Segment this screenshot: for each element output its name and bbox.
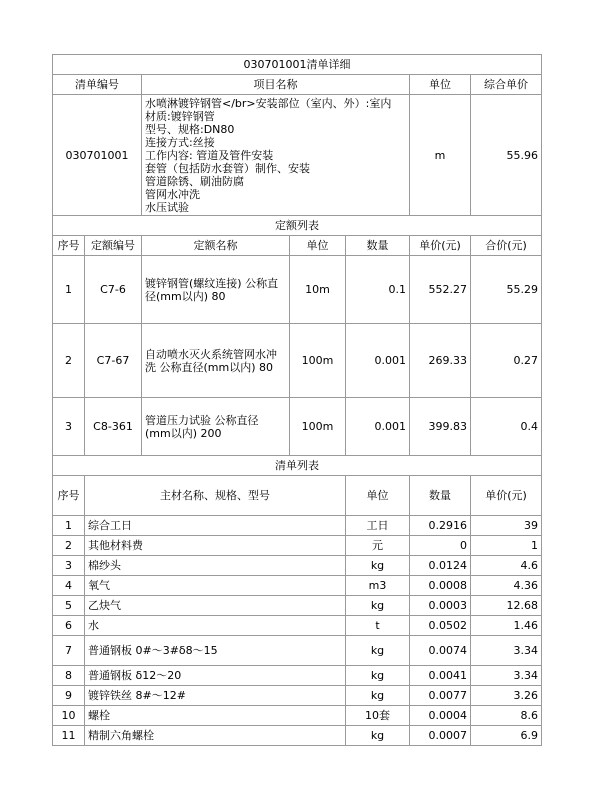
material-price: 3.26 — [471, 686, 542, 706]
material-name: 乙炔气 — [85, 596, 346, 616]
material-price-header: 单价(元) — [471, 476, 542, 516]
material-unit: 工日 — [346, 516, 410, 536]
quota-total: 0.27 — [471, 324, 542, 398]
bill-price: 55.96 — [471, 95, 542, 216]
sheet-title: 030701001清单详细 — [53, 55, 542, 75]
description-line: 水压试验 — [145, 200, 189, 214]
quota-name-line: 径(mm以内) 80 — [145, 289, 226, 303]
bill-header-row — [53, 75, 542, 95]
material-no-header: 序号 — [53, 476, 85, 516]
material-price: 3.34 — [471, 636, 542, 666]
material-name: 其他材料费 — [85, 536, 346, 556]
quota-unit: 10m — [290, 256, 346, 324]
material-unit-header: 单位 — [346, 476, 410, 516]
material-price: 8.6 — [471, 706, 542, 726]
material-no: 8 — [53, 666, 85, 686]
material-row — [53, 576, 542, 596]
material-qty: 0.0077 — [410, 686, 471, 706]
material-no: 9 — [53, 686, 85, 706]
material-row — [53, 686, 542, 706]
material-row — [53, 726, 542, 746]
material-qty: 0.0124 — [410, 556, 471, 576]
bill-unit: m — [410, 95, 471, 216]
material-unit: 10套 — [346, 706, 410, 726]
description-line: 水喷淋镀锌钢管</br>安装部位（室内、外）:室内 — [145, 96, 392, 110]
description-line: 连接方式:丝接 — [145, 135, 215, 149]
description-line: 工作内容: 管道及管件安装 — [145, 148, 274, 162]
material-no: 2 — [53, 536, 85, 556]
material-qty: 0.0041 — [410, 666, 471, 686]
quota-name-line: 洗 公称直径(mm以内) 80 — [145, 360, 274, 374]
material-qty: 0.2916 — [410, 516, 471, 536]
quota-no: 2 — [53, 324, 85, 398]
material-name: 综合工日 — [85, 516, 346, 536]
material-row — [53, 536, 542, 556]
description-line: 管网水冲洗 — [145, 187, 200, 201]
material-name: 水 — [85, 616, 346, 636]
material-row — [53, 596, 542, 616]
material-unit: m3 — [346, 576, 410, 596]
material-qty: 0.0074 — [410, 636, 471, 666]
material-name: 氧气 — [85, 576, 346, 596]
material-no: 1 — [53, 516, 85, 536]
quota-section-title: 定额列表 — [53, 216, 542, 236]
material-qty: 0.0502 — [410, 616, 471, 636]
material-price: 4.6 — [471, 556, 542, 576]
material-price: 1.46 — [471, 616, 542, 636]
quota-price: 552.27 — [410, 256, 471, 324]
material-unit: kg — [346, 666, 410, 686]
material-price: 6.9 — [471, 726, 542, 746]
quota-price-header: 单价(元) — [410, 236, 471, 256]
material-no: 11 — [53, 726, 85, 746]
description-line: 管道除锈、刷油防腐 — [145, 174, 244, 188]
material-unit: t — [346, 616, 410, 636]
quota-row — [53, 324, 542, 398]
material-unit: kg — [346, 596, 410, 616]
bill-row — [53, 95, 542, 216]
bill-detail-table — [52, 54, 542, 746]
material-row — [53, 706, 542, 726]
quota-code: C7-67 — [85, 324, 142, 398]
quota-no: 3 — [53, 398, 85, 456]
quota-price: 399.83 — [410, 398, 471, 456]
quota-qty-header: 数量 — [346, 236, 410, 256]
description-line: 型号、规格:DN80 — [145, 122, 235, 136]
material-unit: kg — [346, 636, 410, 666]
quota-price: 269.33 — [410, 324, 471, 398]
material-unit: kg — [346, 686, 410, 706]
bill-detail-sheet — [52, 54, 541, 742]
description-line: 材质:镀锌钢管 — [145, 109, 215, 123]
quota-qty: 0.001 — [346, 324, 410, 398]
bill-description — [142, 95, 410, 216]
quota-total: 55.29 — [471, 256, 542, 324]
material-unit: kg — [346, 556, 410, 576]
material-no: 7 — [53, 636, 85, 666]
material-name: 精制六角螺栓 — [85, 726, 346, 746]
material-name-header: 主材名称、规格、型号 — [85, 476, 346, 516]
quota-total: 0.4 — [471, 398, 542, 456]
material-qty: 0.0008 — [410, 576, 471, 596]
material-no: 5 — [53, 596, 85, 616]
material-row — [53, 666, 542, 686]
quota-no: 1 — [53, 256, 85, 324]
quota-header-row — [53, 236, 542, 256]
quota-name-line: 镀锌钢管(螺纹连接) 公称直 — [145, 276, 279, 290]
bill-unit-header: 单位 — [410, 75, 471, 95]
quota-unit: 100m — [290, 324, 346, 398]
quota-total-header: 合价(元) — [471, 236, 542, 256]
material-no: 10 — [53, 706, 85, 726]
material-row — [53, 616, 542, 636]
material-section-title: 清单列表 — [53, 456, 542, 476]
material-row — [53, 636, 542, 666]
quota-name-header: 定额名称 — [142, 236, 290, 256]
quota-name-line: (mm以内) 200 — [145, 426, 222, 440]
material-name: 普通钢板 δ12～20 — [85, 666, 346, 686]
material-name: 螺栓 — [85, 706, 346, 726]
material-price: 3.34 — [471, 666, 542, 686]
material-qty: 0.0003 — [410, 596, 471, 616]
quota-code: C8-361 — [85, 398, 142, 456]
material-name: 镀锌铁丝 8#～12# — [85, 686, 346, 706]
quota-name-line: 管道压力试验 公称直径 — [145, 413, 259, 427]
quota-name — [142, 398, 290, 456]
quota-row — [53, 398, 542, 456]
quota-name — [142, 324, 290, 398]
material-row — [53, 556, 542, 576]
quota-qty: 0.1 — [346, 256, 410, 324]
quota-code: C7-6 — [85, 256, 142, 324]
bill-name-header: 项目名称 — [142, 75, 410, 95]
material-price: 39 — [471, 516, 542, 536]
material-qty: 0.0007 — [410, 726, 471, 746]
material-qty: 0.0004 — [410, 706, 471, 726]
material-price: 1 — [471, 536, 542, 556]
bill-code: 030701001 — [53, 95, 142, 216]
bill-price-header: 综合单价 — [471, 75, 542, 95]
bill-code-header: 清单编号 — [53, 75, 142, 95]
material-no: 6 — [53, 616, 85, 636]
material-unit: kg — [346, 726, 410, 746]
material-qty-header: 数量 — [410, 476, 471, 516]
material-unit: 元 — [346, 536, 410, 556]
material-name: 棉纱头 — [85, 556, 346, 576]
quota-no-header: 序号 — [53, 236, 85, 256]
quota-qty: 0.001 — [346, 398, 410, 456]
quota-code-header: 定额编号 — [85, 236, 142, 256]
material-no: 3 — [53, 556, 85, 576]
quota-name-line: 自动喷水灭火系统管网水冲 — [145, 347, 277, 361]
material-name: 普通钢板 0#～3#δ8～15 — [85, 636, 346, 666]
material-price: 4.36 — [471, 576, 542, 596]
material-header-row — [53, 476, 542, 516]
material-qty: 0 — [410, 536, 471, 556]
quota-unit-header: 单位 — [290, 236, 346, 256]
material-no: 4 — [53, 576, 85, 596]
material-price: 12.68 — [471, 596, 542, 616]
quota-row — [53, 256, 542, 324]
quota-unit: 100m — [290, 398, 346, 456]
quota-name — [142, 256, 290, 324]
description-line: 套管（包括防水套管）制作、安装 — [145, 161, 310, 175]
material-row — [53, 516, 542, 536]
